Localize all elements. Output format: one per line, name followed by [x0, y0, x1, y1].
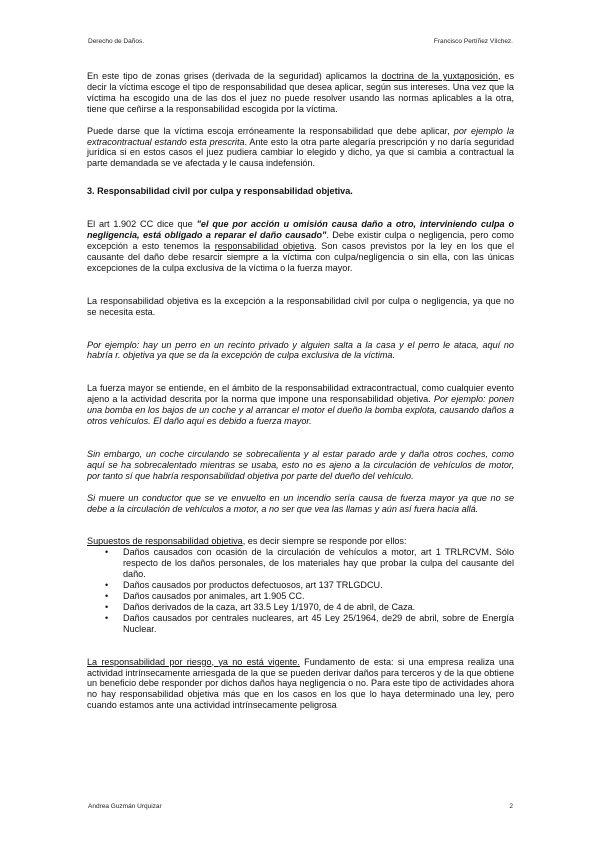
underlined-term: Supuestos de responsabilidad objetiva: [87, 536, 243, 547]
header-left: Derecho de Daños.: [88, 38, 145, 45]
paragraph-riesgo: [87, 657, 514, 712]
text: En este tipo de zonas grises (derivada de la seguridad) aplicamos la: [87, 71, 382, 81]
text: Fundamento de esta: si una empresa realiza una actividad intrínsecamente arriesgada de la que se pueden derivar daños para terceros y de la que obtiene un beneficio debe responder por dichos daños haya negligencia o no. Para este tipo de actividades ahora no hay responsabilidad objetiva más que en los casos en los que lo haya determinado una ley, pero cuando estamos ante una actividad intrínsecamente peligrosa: [87, 656, 514, 711]
paragraph-excepcion: La responsabilidad objetiva es la excepción a la responsabilidad civil por culpa o negligencia, ya que no se necesita esta.: [87, 295, 514, 317]
paragraph-supuestos: [87, 536, 514, 547]
italic-example: Por ejemplo: ponen una bomba en los bajos de un coche y al arrancar el motor el dueño la bomba explota, causando daños a otros vehículos. El daño aquí es debido a fuerza mayor.: [87, 394, 514, 427]
legal-quote: "el que por acción u omisión causa daño a otro, interviniendo culpa o negligencia, está obligado a reparar el daño causado": [87, 219, 514, 241]
text: La fuerza mayor se entiende, en el ámbito de la responsabilidad extracontractual, como cualquier evento ajeno a la actividad descrita por la norma que impone una responsabilidad objetiva.: [87, 383, 514, 405]
paragraph-coche-sobrecalentado: Sin embargo, un coche circulando se sobrecalienta y al estar parado arde y daña otros coches, como aquí se ha sobrecalentado mientras se usaba, esto no es ajeno a la circulación de vehículos de motor, por tanto sí que habría responsabilidad objetiva por parte del dueño del vehículo.: [87, 448, 514, 481]
list-item: • Daños causados con ocasión de la circulación de vehículos a motor, art 1 TRLRCVM. Sólo respecto de los daños personales, de los materiales hay que probar la culpa del causante del daño.: [123, 547, 514, 580]
paragraph-art-1902: [87, 219, 514, 274]
document-body: [87, 71, 514, 711]
text: , es decir siempre se responde por ellos:: [242, 536, 407, 547]
text: El art 1.902 CC dice que: [87, 219, 197, 230]
page-number: 2: [509, 803, 513, 810]
supuestos-list: [87, 547, 514, 634]
underlined-term: doctrina de la yuxtaposición: [381, 71, 498, 81]
section-title: 3. Responsabilidad civil por culpa y responsabilidad objetiva.: [87, 186, 353, 197]
header-right: Francisco Pertíñez Vílchez.: [433, 38, 513, 45]
list-item: • Daños causados por productos defectuosos, art 137 TRLGDCU.: [123, 580, 514, 591]
list-item: • Daños causados por centrales nucleares, art 45 Ley 25/1964, de29 de abril, sobre de Energía Nuclear.: [123, 613, 514, 635]
text: Puede darse que la víctima escoja erróneamente la responsabilidad que debe aplicar,: [87, 125, 454, 136]
paragraph-conductor-incendio: Si muere un conductor que se ve envuelto en un incendio sería causa de fuerza mayor ya que no se debe a la circulación de vehículos a motor, a no ser que vea las llamas y aún así fuera hacia allá.: [87, 492, 514, 514]
list-item: • Daños causados por animales, art 1.905 CC.: [123, 591, 514, 602]
text: . Son casos previstos por la ley en los que el causante del daño debe resarcir siempre a la víctima con culpa/negligencia o sin ella, con las únicas excepciones de la culpa exclusiva de la víctima o la fuerza mayor.: [87, 240, 514, 273]
italic-example: por ejemplo la extracontractual estando esta prescrita: [87, 125, 514, 147]
text: . Debe existir culpa o negligencia, pero como excepción a esto tenemos la: [87, 230, 514, 251]
paragraph-error-eleccion: [87, 126, 514, 170]
paragraph-yuxtaposicion: [87, 71, 514, 115]
list-item: • Daños derivados de la caza, art 33.5 Ley 1/1970, de 4 de abril, de Caza.: [123, 602, 514, 613]
footer-author: Andrea Guzmán Urquizar: [88, 803, 162, 810]
text: , es decir la víctima escoge el tipo de responsabilidad que desea aplicar, según sus intereses. Una vez que la víctima ha escogido una de las dos el juez no puede resolver usando las normas aplicables a la otra, tiene que ceñirse a la responsabilidad escogida por la víctima.: [87, 71, 514, 114]
paragraph-ejemplo-perro: Por ejemplo: hay un perro en un recinto privado y alguien salta a la casa y el perro le ataca, aquí no habría r. objetiva ya que se da la excepción de culpa exclusiva de la víctima.: [87, 339, 514, 361]
underlined-term: responsabilidad objetiva: [214, 240, 315, 251]
paragraph-fuerza-mayor: [87, 383, 514, 427]
text: . Ante esto la otra parte alegaría prescripción y no daría seguridad jurídica si en estos casos el juez pudiera cambiar lo elegido y dicho, ya que si cambia a contractual la parte demandada se ve afectada y le causa indefensión.: [87, 136, 515, 169]
underlined-term: La responsabilidad por riesgo, ya no está vigente.: [87, 656, 300, 667]
